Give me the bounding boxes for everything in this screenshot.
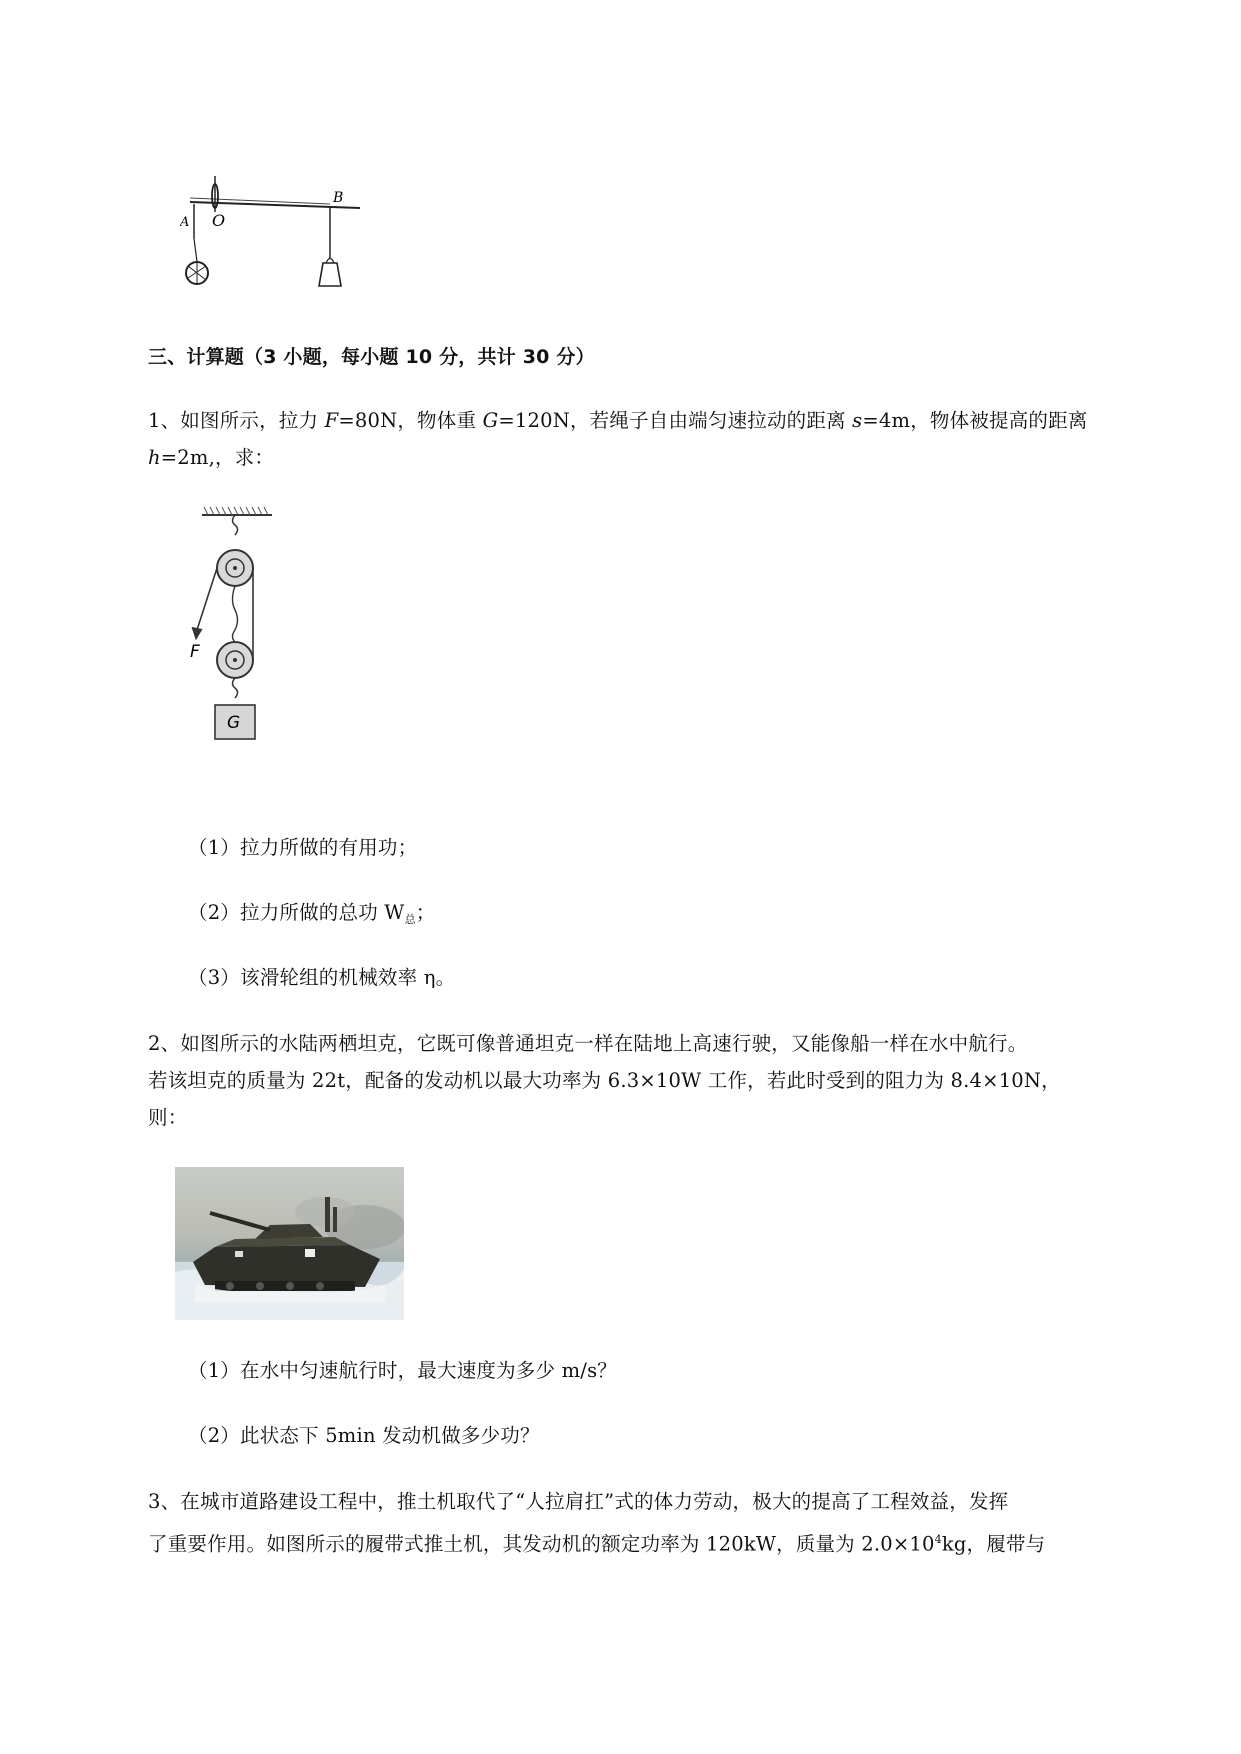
q1-sub2-subscript: 总 bbox=[404, 913, 416, 926]
q1-line2 bbox=[148, 443, 274, 473]
var-g: G bbox=[482, 409, 499, 432]
q2-sub2: （2）此状态下 5min 发动机做多少功？ bbox=[188, 1424, 540, 1447]
q1-sub1: （1）拉力所做的有用功； bbox=[188, 836, 418, 859]
q3-line2 bbox=[148, 1525, 1045, 1560]
var-h: h bbox=[148, 446, 161, 469]
force-label: F bbox=[190, 642, 200, 662]
q2-sub1: （1）在水中匀速航行时，最大速度为多少 m/s？ bbox=[188, 1359, 617, 1382]
q3-line2-a: 了重要作用。如图所示的履带式推土机，其发动机的额定功率为 120kW，质量为 2.0×10 bbox=[148, 1532, 935, 1556]
var-s: s bbox=[852, 409, 863, 432]
q1-sub2 bbox=[188, 898, 435, 935]
q1-text-b: =80N，物体重 bbox=[338, 409, 483, 432]
lever-diagram bbox=[180, 168, 370, 296]
amphibious-tank-photo bbox=[175, 1167, 404, 1320]
var-f: F bbox=[324, 409, 339, 432]
label-b: B bbox=[333, 190, 344, 206]
q2-line1: 2、如图所示的水陆两栖坦克，它既可像普通坦克一样在陆地上高速行驶，又能像船一样在水中航行。 bbox=[148, 1032, 1028, 1055]
q3-line1: 3、在城市道路建设工程中，推土机取代了“人拉肩扛”式的体力劳动，极大的提高了工程效益，发挥 bbox=[148, 1490, 1009, 1513]
q1-sub3: （3）该滑轮组的机械效率 η。 bbox=[188, 966, 456, 989]
q1-text-e: =2m,，求： bbox=[160, 446, 275, 469]
q1-text-c: =120N，若绳子自由端匀速拉动的距离 bbox=[498, 409, 853, 432]
q1-sub2-main: （2）拉力所做的总功 W bbox=[188, 901, 405, 924]
weight-label: G bbox=[227, 713, 241, 733]
q3-line2-b: kg，履带与 bbox=[941, 1532, 1046, 1556]
q1-text-a: 1、如图所示，拉力 bbox=[148, 409, 325, 432]
q2-line2: 若该坦克的质量为 22t，配备的发动机以最大功率为 6.3×10W 工作，若此时受到的阻力为 8.4×10N， bbox=[148, 1069, 1061, 1092]
q1-text-d: =4m，物体被提高的距离 bbox=[862, 409, 1088, 432]
label-a: A bbox=[180, 215, 190, 230]
q1-line1 bbox=[148, 406, 1088, 436]
q1-sub2-end: ； bbox=[415, 901, 436, 924]
q2-line3: 则： bbox=[148, 1106, 188, 1129]
label-o: O bbox=[212, 211, 226, 230]
pulley-diagram bbox=[190, 505, 280, 745]
section-heading: 三、计算题（3 小题，每小题 10 分，共计 30 分） bbox=[148, 346, 595, 368]
q3-line2-sup: 4 bbox=[934, 1533, 942, 1546]
